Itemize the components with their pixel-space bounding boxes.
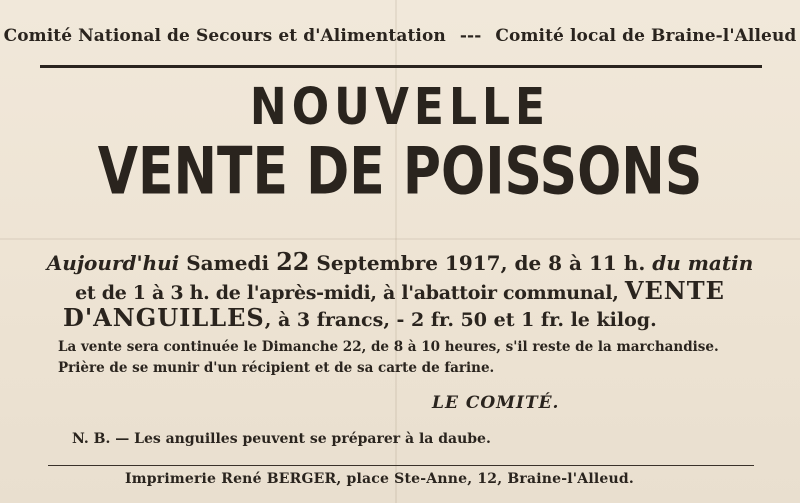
date-line bbox=[0, 247, 800, 276]
header-rule bbox=[40, 65, 762, 68]
date-day: 22 bbox=[276, 247, 310, 276]
poster-header bbox=[0, 26, 800, 46]
fold-line-horizontal bbox=[0, 238, 800, 240]
sale-word: VENTE bbox=[624, 276, 725, 305]
header-left: Comité National de Secours et d'Alimentation bbox=[3, 26, 446, 46]
date-month-year: Septembre 1917, bbox=[309, 251, 508, 275]
afternoon-text: et de 1 à 3 h. de l'après-midi, à l'abattoir communal, bbox=[75, 282, 625, 304]
printer-credit: Imprimerie René BERGER, place Ste-Anne, 12, Braine-l'Alleud. bbox=[125, 471, 634, 487]
signature: LE COMITÉ. bbox=[432, 393, 560, 413]
title-nouvelle: NOUVELLE bbox=[249, 78, 551, 137]
footer-rule bbox=[48, 465, 754, 466]
date-weekday: Samedi bbox=[179, 251, 277, 275]
container-note: Prière de se munir d'un récipient et de sa carte de farine. bbox=[58, 360, 495, 376]
header-right: Comité local de Braine-l'Alleud bbox=[495, 26, 797, 46]
time-range: de 8 à 11 h. bbox=[507, 251, 646, 275]
header-separator: --- bbox=[459, 26, 482, 46]
afternoon-line bbox=[0, 276, 800, 305]
eels-word: D'ANGUILLES bbox=[63, 303, 265, 332]
prices-text: , à 3 francs, - 2 fr. 50 et 1 fr. le kilog. bbox=[264, 309, 657, 331]
nb-note: N. B. — Les anguilles peuvent se préparer à la daube. bbox=[72, 431, 491, 447]
title-vente-de-poissons: VENTE DE POISSONS bbox=[97, 134, 703, 210]
date-today: Aujourd'hui bbox=[46, 251, 180, 275]
time-morning: du matin bbox=[645, 251, 754, 275]
continuation-note: La vente sera continuée le Dimanche 22, de 8 à 10 heures, s'il reste de la marchandise. bbox=[58, 339, 719, 355]
price-line bbox=[63, 303, 783, 332]
